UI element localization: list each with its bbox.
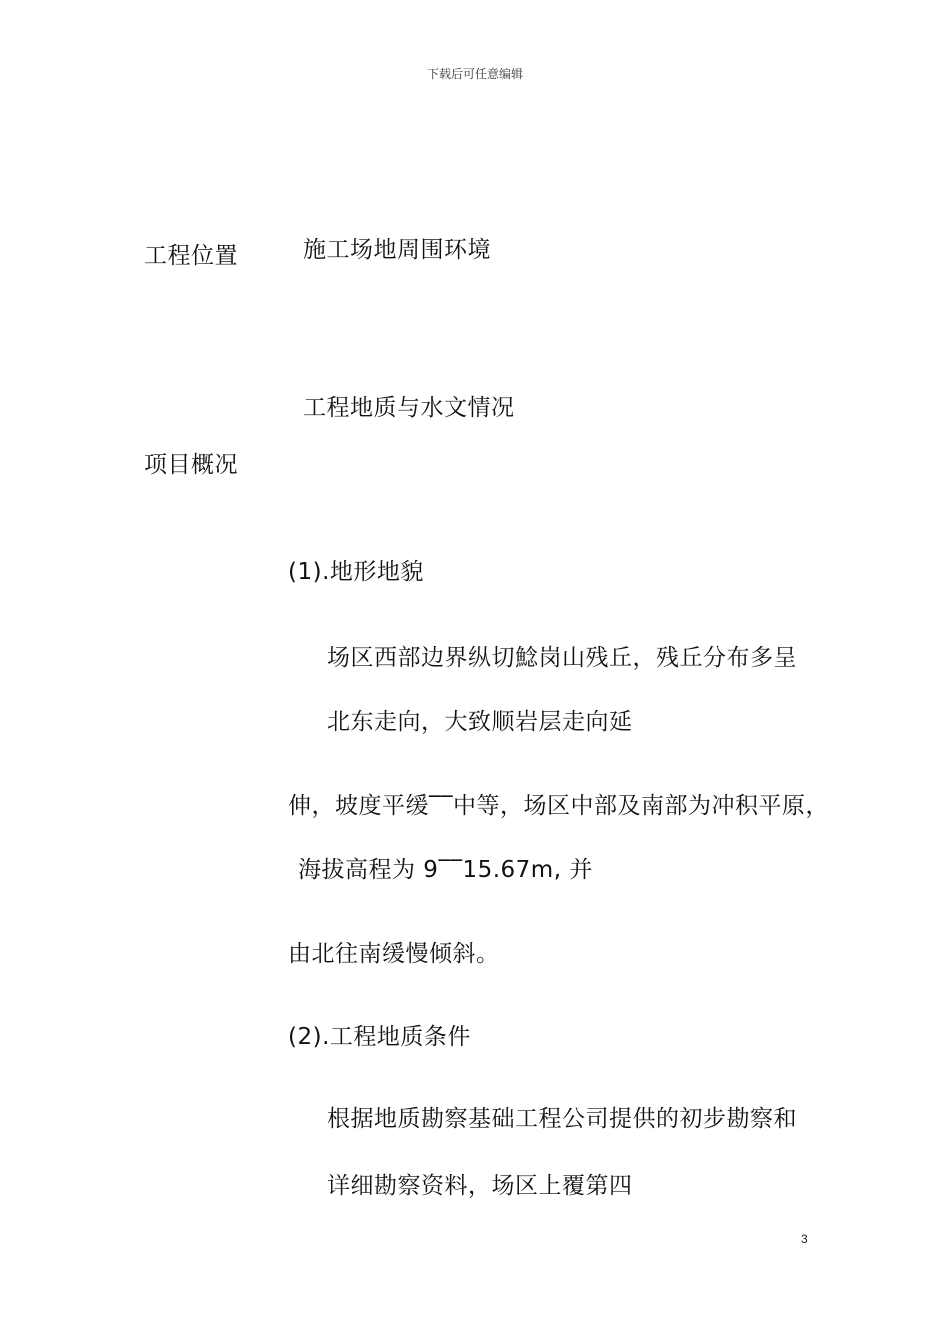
paragraph-line: 由北往南缓慢倾斜。 <box>288 941 500 967</box>
label-project-overview: 项目概况 <box>144 452 238 478</box>
heading-geology-hydrology: 工程地质与水文情况 <box>303 395 515 421</box>
section-title-terrain: (1).地形地貌 <box>288 559 424 585</box>
label-project-location: 工程位置 <box>144 243 238 269</box>
page-header: 下载后可任意编辑 <box>426 67 523 81</box>
paragraph-line: 详细勘察资料，场区上覆第四 <box>327 1173 633 1199</box>
paragraph-line: 海拔高程为 9‾‾15.67m, 并 <box>298 857 593 883</box>
paragraph-line: 场区西部边界纵切鯰岗山残丘，残丘分布多呈 <box>327 645 797 671</box>
page-number: 3 <box>801 1232 808 1246</box>
paragraph-line: 根据地质勘察基础工程公司提供的初步勘察和 <box>327 1106 797 1132</box>
section-title-geology: (2).工程地质条件 <box>288 1024 471 1050</box>
heading-site-environment: 施工场地周围环境 <box>303 237 491 263</box>
paragraph-line: 伸，坡度平缓‾‾中等，场区中部及南部为冲积平原， <box>288 793 829 819</box>
paragraph-line: 北东走向，大致顺岩层走向延 <box>327 709 633 735</box>
